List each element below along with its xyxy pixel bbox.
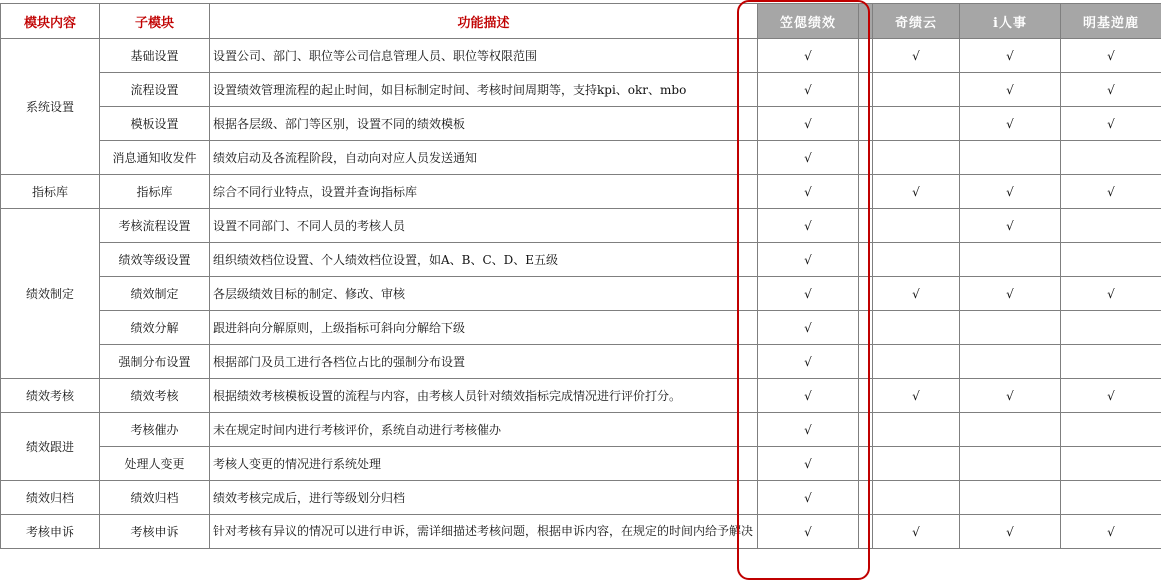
gap-cell — [859, 141, 873, 175]
gap-cell — [859, 277, 873, 311]
check-mark-icon: √ — [1006, 49, 1014, 63]
check-cell — [758, 209, 859, 243]
check-cell — [873, 243, 960, 277]
gap-cell — [859, 243, 873, 277]
header-description: 功能描述 — [210, 4, 758, 39]
gap-cell — [859, 481, 873, 515]
check-mark-icon: √ — [912, 525, 920, 539]
description-cell: 设置绩效管理流程的起止时间，如目标制定时间、考核时间周期等，支持kpi、okr、mbo — [210, 73, 758, 107]
check-mark-icon: √ — [1107, 83, 1115, 97]
gap-cell — [859, 175, 873, 209]
submodule-cell: 基础设置 — [100, 39, 210, 73]
module-cell: 绩效考核 — [1, 379, 100, 413]
check-mark-icon: √ — [912, 49, 920, 63]
table-row — [1, 345, 1161, 379]
module-cell: 系统设置 — [1, 39, 100, 175]
check-mark-icon: √ — [804, 219, 812, 233]
header-submodule: 子模块 — [100, 4, 210, 39]
submodule-cell: 处理人变更 — [100, 447, 210, 481]
table-row — [1, 311, 1161, 345]
check-cell — [758, 73, 859, 107]
description-cell: 各层级绩效目标的制定、修改、审核 — [210, 277, 758, 311]
description-cell: 设置不同部门、不同人员的考核人员 — [210, 209, 758, 243]
check-cell — [873, 447, 960, 481]
check-mark-icon: √ — [804, 151, 812, 165]
check-cell — [1061, 515, 1161, 549]
submodule-cell: 指标库 — [100, 175, 210, 209]
submodule-cell: 绩效归档 — [100, 481, 210, 515]
check-cell — [758, 141, 859, 175]
gap-cell — [859, 447, 873, 481]
description-cell: 根据各层级、部门等区别，设置不同的绩效模板 — [210, 107, 758, 141]
module-cell: 考核申诉 — [1, 515, 100, 549]
table-row — [1, 447, 1161, 481]
module-cell: 绩效跟进 — [1, 413, 100, 481]
check-cell — [1061, 277, 1161, 311]
check-cell — [873, 107, 960, 141]
check-cell — [758, 277, 859, 311]
check-cell — [758, 175, 859, 209]
check-mark-icon: √ — [804, 117, 812, 131]
submodule-cell: 考核流程设置 — [100, 209, 210, 243]
description-cell: 考核人变更的情况进行系统处理 — [210, 447, 758, 481]
check-cell — [960, 413, 1061, 447]
check-mark-icon: √ — [1107, 287, 1115, 301]
check-cell — [758, 107, 859, 141]
description-cell: 跟进斜向分解原则，上级指标可斜向分解给下级 — [210, 311, 758, 345]
check-mark-icon: √ — [1107, 525, 1115, 539]
check-cell — [960, 345, 1061, 379]
check-cell — [758, 39, 859, 73]
check-cell — [873, 481, 960, 515]
check-cell — [758, 413, 859, 447]
check-cell — [758, 243, 859, 277]
description-cell: 绩效考核完成后，进行等级划分归档 — [210, 481, 758, 515]
check-mark-icon: √ — [1006, 389, 1014, 403]
check-cell — [960, 311, 1061, 345]
submodule-cell: 绩效考核 — [100, 379, 210, 413]
check-mark-icon: √ — [1107, 117, 1115, 131]
check-cell — [1061, 209, 1161, 243]
check-mark-icon: √ — [912, 185, 920, 199]
description-cell: 根据绩效考核模板设置的流程与内容，由考核人员针对绩效指标完成情况进行评价打分。 — [210, 379, 758, 413]
check-mark-icon: √ — [1006, 287, 1014, 301]
description-cell: 未在规定时间内进行考核评价，系统自动进行考核催办 — [210, 413, 758, 447]
check-mark-icon: √ — [804, 253, 812, 267]
check-cell — [960, 243, 1061, 277]
gap-cell — [859, 39, 873, 73]
module-cell: 绩效归档 — [1, 481, 100, 515]
gap-cell — [859, 209, 873, 243]
gap-cell — [859, 345, 873, 379]
check-cell — [960, 209, 1061, 243]
check-cell — [758, 481, 859, 515]
check-mark-icon: √ — [1006, 83, 1014, 97]
check-mark-icon: √ — [804, 83, 812, 97]
check-cell — [758, 379, 859, 413]
submodule-cell: 绩效分解 — [100, 311, 210, 345]
check-cell — [960, 175, 1061, 209]
check-mark-icon: √ — [804, 287, 812, 301]
table-row — [1, 481, 1161, 515]
table-row — [1, 413, 1161, 447]
check-mark-icon: √ — [804, 355, 812, 369]
description-cell: 绩效启动及各流程阶段，自动向对应人员发送通知 — [210, 141, 758, 175]
check-mark-icon: √ — [804, 491, 812, 505]
gap-cell — [859, 413, 873, 447]
check-mark-icon: √ — [912, 287, 920, 301]
check-cell — [960, 379, 1061, 413]
submodule-cell: 考核申诉 — [100, 515, 210, 549]
check-cell — [960, 39, 1061, 73]
table-body — [1, 39, 1161, 549]
table-row — [1, 209, 1161, 243]
header-vendor: i人事 — [960, 4, 1061, 39]
description-cell: 综合不同行业特点，设置并查询指标库 — [210, 175, 758, 209]
check-cell — [758, 447, 859, 481]
check-mark-icon: √ — [1006, 185, 1014, 199]
check-mark-icon: √ — [1006, 219, 1014, 233]
check-mark-icon: √ — [804, 185, 812, 199]
feature-comparison-table — [0, 3, 1161, 549]
check-cell — [960, 107, 1061, 141]
header-row — [1, 4, 1161, 39]
table-row — [1, 107, 1161, 141]
check-mark-icon: √ — [1107, 185, 1115, 199]
description-cell: 设置公司、部门、职位等公司信息管理人员、职位等权限范围 — [210, 39, 758, 73]
check-mark-icon: √ — [804, 321, 812, 335]
table-row — [1, 379, 1161, 413]
module-cell: 绩效制定 — [1, 209, 100, 379]
check-cell — [873, 345, 960, 379]
check-mark-icon: √ — [1006, 525, 1014, 539]
check-cell — [1061, 413, 1161, 447]
check-cell — [873, 277, 960, 311]
table-row — [1, 39, 1161, 73]
header-vendor: 奇绩云 — [873, 4, 960, 39]
submodule-cell: 考核催办 — [100, 413, 210, 447]
gap-cell — [859, 515, 873, 549]
table-row — [1, 73, 1161, 107]
check-cell — [1061, 447, 1161, 481]
table-row — [1, 277, 1161, 311]
submodule-cell: 绩效制定 — [100, 277, 210, 311]
submodule-cell: 消息通知收发件 — [100, 141, 210, 175]
check-cell — [873, 311, 960, 345]
gap-cell — [859, 73, 873, 107]
check-mark-icon: √ — [804, 525, 812, 539]
check-cell — [1061, 107, 1161, 141]
check-cell — [1061, 175, 1161, 209]
check-mark-icon: √ — [804, 389, 812, 403]
check-cell — [873, 141, 960, 175]
check-cell — [1061, 481, 1161, 515]
check-cell — [873, 73, 960, 107]
description-cell: 针对考核有异议的情况可以进行申诉，需详细描述考核问题，根据申诉内容，在规定的时间内给予解决 — [210, 515, 758, 549]
module-cell: 指标库 — [1, 175, 100, 209]
header-module: 模块内容 — [1, 4, 100, 39]
check-cell — [873, 175, 960, 209]
submodule-cell: 流程设置 — [100, 73, 210, 107]
submodule-cell: 模板设置 — [100, 107, 210, 141]
check-mark-icon: √ — [912, 389, 920, 403]
check-cell — [960, 73, 1061, 107]
submodule-cell: 绩效等级设置 — [100, 243, 210, 277]
check-mark-icon: √ — [804, 423, 812, 437]
table-row — [1, 243, 1161, 277]
check-cell — [873, 379, 960, 413]
check-cell — [960, 277, 1061, 311]
submodule-cell: 强制分布设置 — [100, 345, 210, 379]
check-cell — [1061, 379, 1161, 413]
gap-cell — [859, 379, 873, 413]
header-gap — [859, 4, 873, 39]
check-cell — [758, 345, 859, 379]
check-cell — [960, 447, 1061, 481]
check-mark-icon: √ — [1107, 49, 1115, 63]
check-mark-icon: √ — [804, 49, 812, 63]
check-cell — [758, 311, 859, 345]
check-cell — [960, 481, 1061, 515]
check-cell — [873, 209, 960, 243]
check-mark-icon: √ — [804, 457, 812, 471]
check-cell — [1061, 141, 1161, 175]
gap-cell — [859, 107, 873, 141]
header-vendor: 明基逆鹿 — [1061, 4, 1161, 39]
gap-cell — [859, 311, 873, 345]
table-row — [1, 175, 1161, 209]
check-cell — [873, 515, 960, 549]
description-cell: 组织绩效档位设置、个人绩效档位设置，如A、B、C、D、E五级 — [210, 243, 758, 277]
check-cell — [1061, 345, 1161, 379]
check-cell — [1061, 243, 1161, 277]
table-row — [1, 141, 1161, 175]
check-cell — [1061, 39, 1161, 73]
table-row — [1, 515, 1161, 549]
check-cell — [960, 141, 1061, 175]
check-cell — [1061, 73, 1161, 107]
check-mark-icon: √ — [1006, 117, 1014, 131]
check-mark-icon: √ — [1107, 389, 1115, 403]
check-cell — [960, 515, 1061, 549]
check-cell — [873, 39, 960, 73]
check-cell — [758, 515, 859, 549]
description-cell: 根据部门及员工进行各档位占比的强制分布设置 — [210, 345, 758, 379]
check-cell — [1061, 311, 1161, 345]
header-vendor: 笠偲绩效 — [758, 4, 859, 39]
check-cell — [873, 413, 960, 447]
